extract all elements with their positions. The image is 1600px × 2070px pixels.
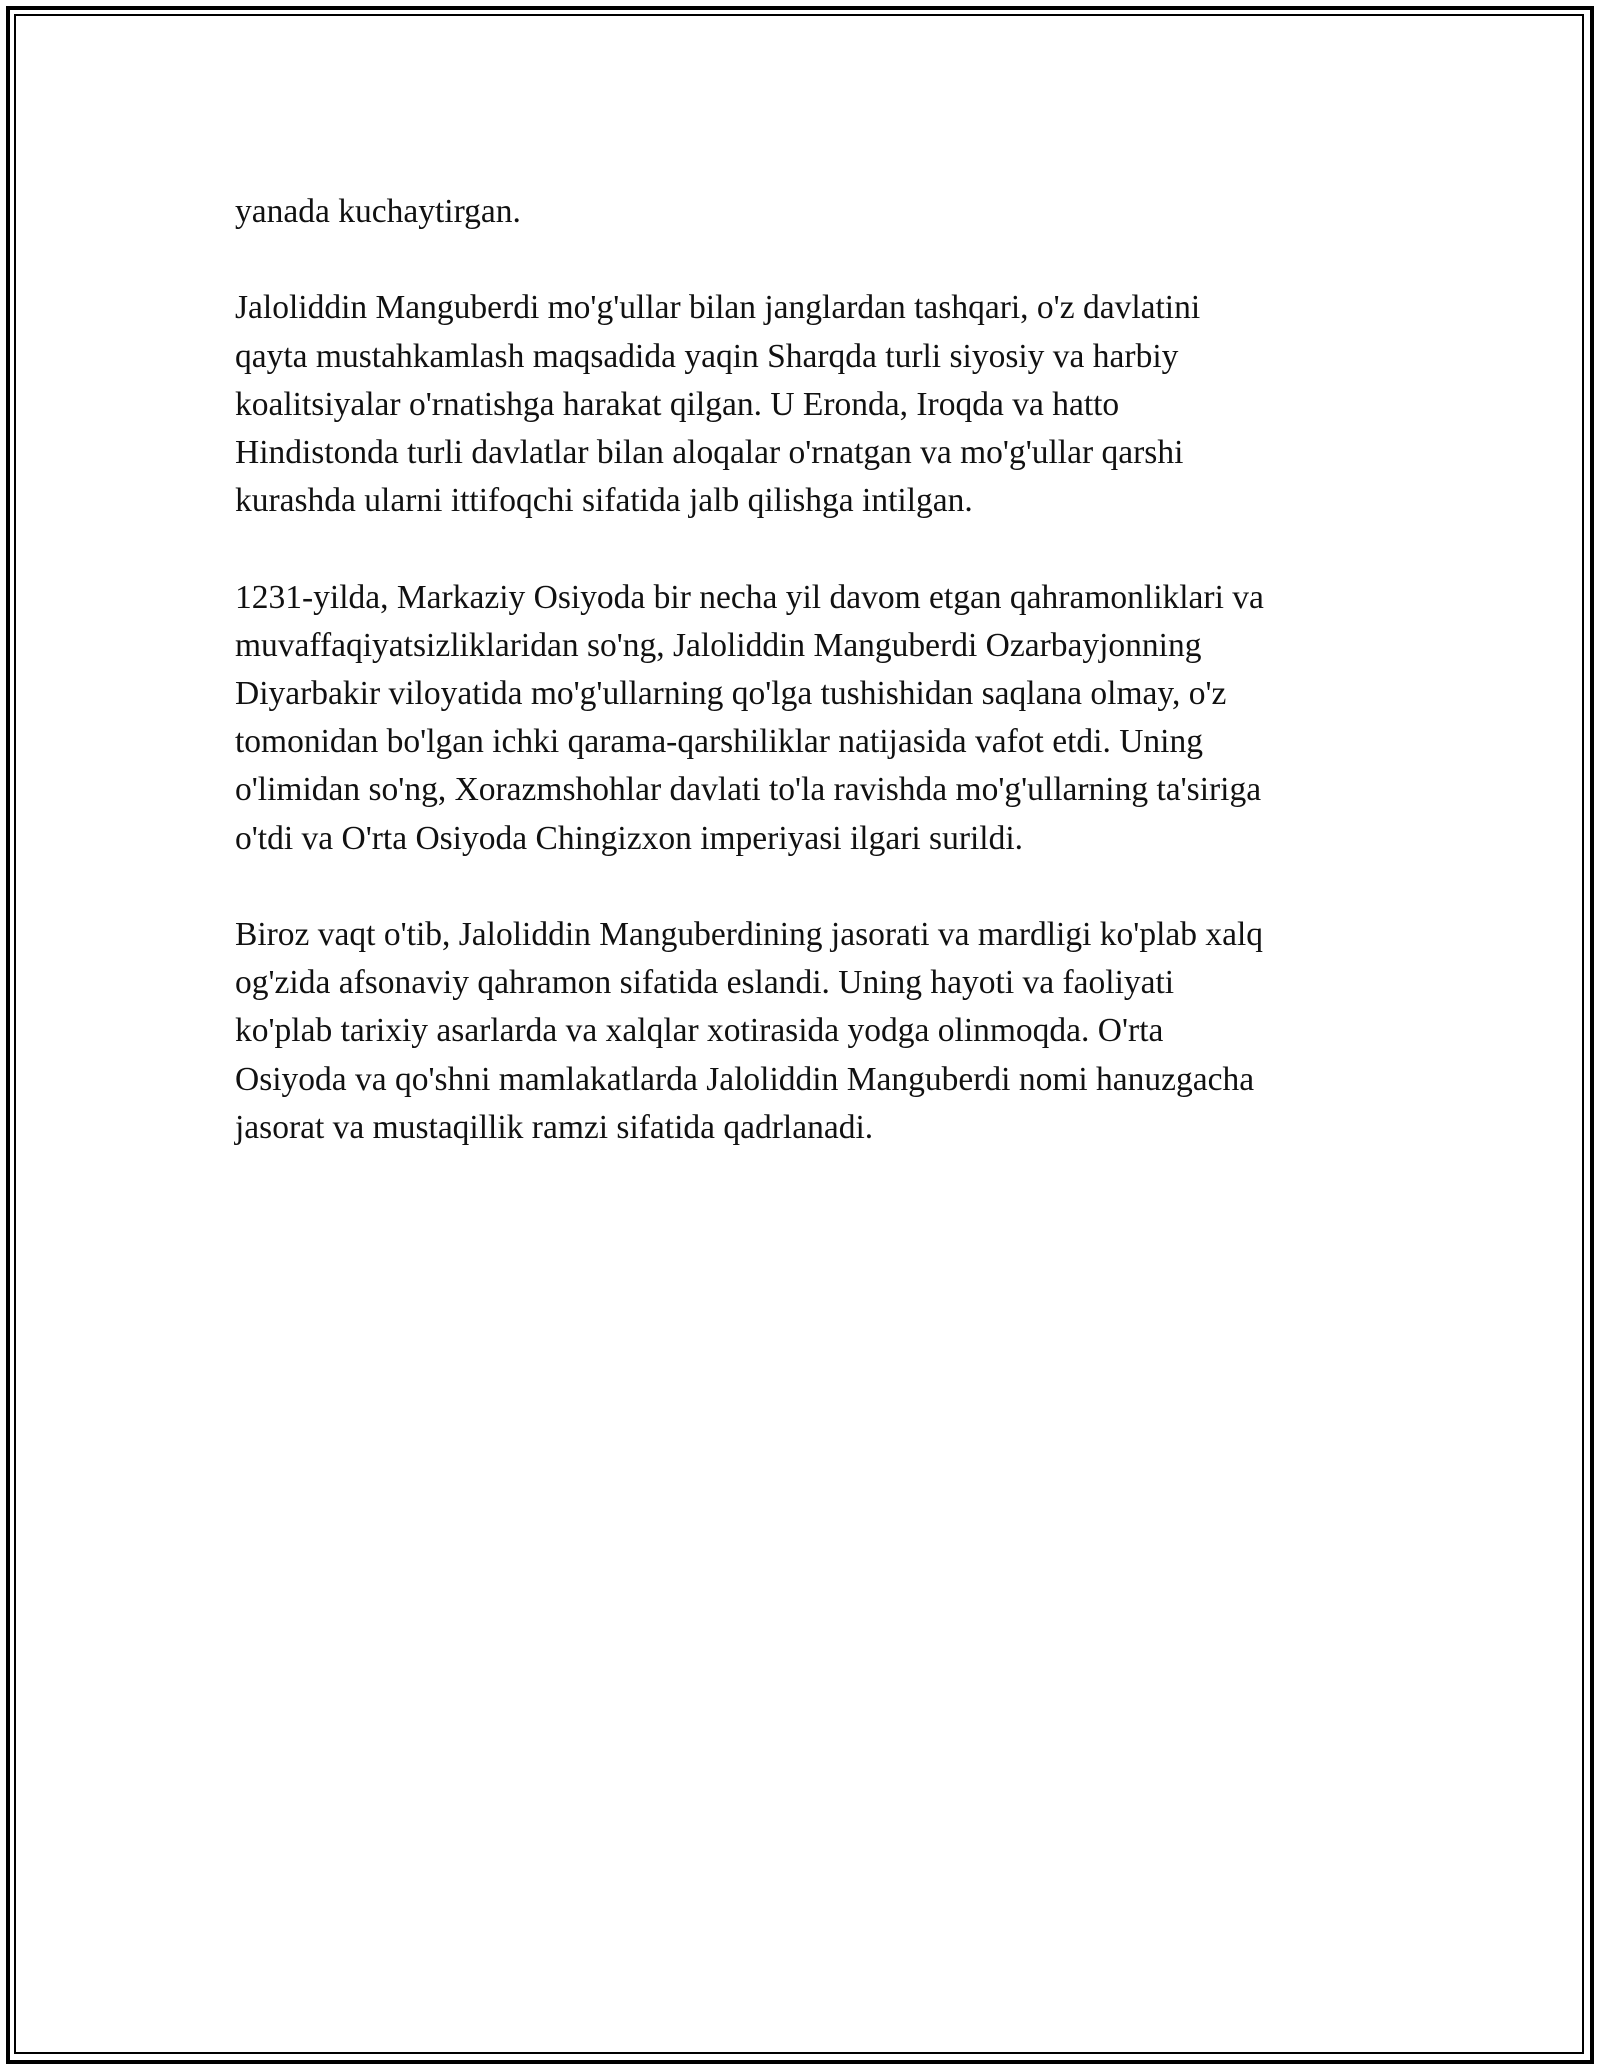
paragraph-1: yanada kuchaytirgan. — [235, 193, 521, 230]
paragraph-2: Jaloliddin Manguberdi mo'g'ullar bilan janglardan tashqari, o'z davlatini qayta mustahkamlash maqsadida yaqin Sharqda turli siyosiy va harbiy koalitsiyalar o'rnatishga harakat qilgan. U Eronda, Iroqda va hatto Hindistonda turli davlatlar bilan aloqalar o'rnatgan va mo'g'ullar qarshi kurashda ularni ittifoqchi sifatida jalb qilishga intilgan. — [235, 289, 1201, 520]
document-body — [235, 188, 1380, 1200]
paragraph-3: 1231-yilda, Markaziy Osiyoda bir necha yil davom etgan qahramonliklari va muvaffaqiyatsizliklaridan so'ng, Jaloliddin Manguberdi Ozarbayjonning Diyarbakir viloyatida mo'g'ullarning qo'lga tushishidan saqlana olmay, o'z tomonidan bo'lgan ichki qarama-qarshiliklar natijasida vafot etdi. Uning o'limidan so'ng, Xorazmshohlar davlati to'la ravishda mo'g'ullarning ta'siriga o'tdi va O'rta Osiyoda Chingizxon imperiyasi ilgari surildi. — [235, 578, 1264, 857]
paragraph-4: Biroz vaqt o'tib, Jaloliddin Manguberdining jasorati va mardligi ko'plab xalq og'zida afsonaviy qahramon sifatida eslandi. Uning hayoti va faoliyati ko'plab tarixiy asarlarda va xalqlar xotirasida yodga olinmoqda. O'rta Osiyoda va qo'shni mamlakatlarda Jaloliddin Manguberdi nomi hanuzgacha jasorat va mustaqillik ramzi sifatida qadrlanadi. — [235, 916, 1264, 1146]
